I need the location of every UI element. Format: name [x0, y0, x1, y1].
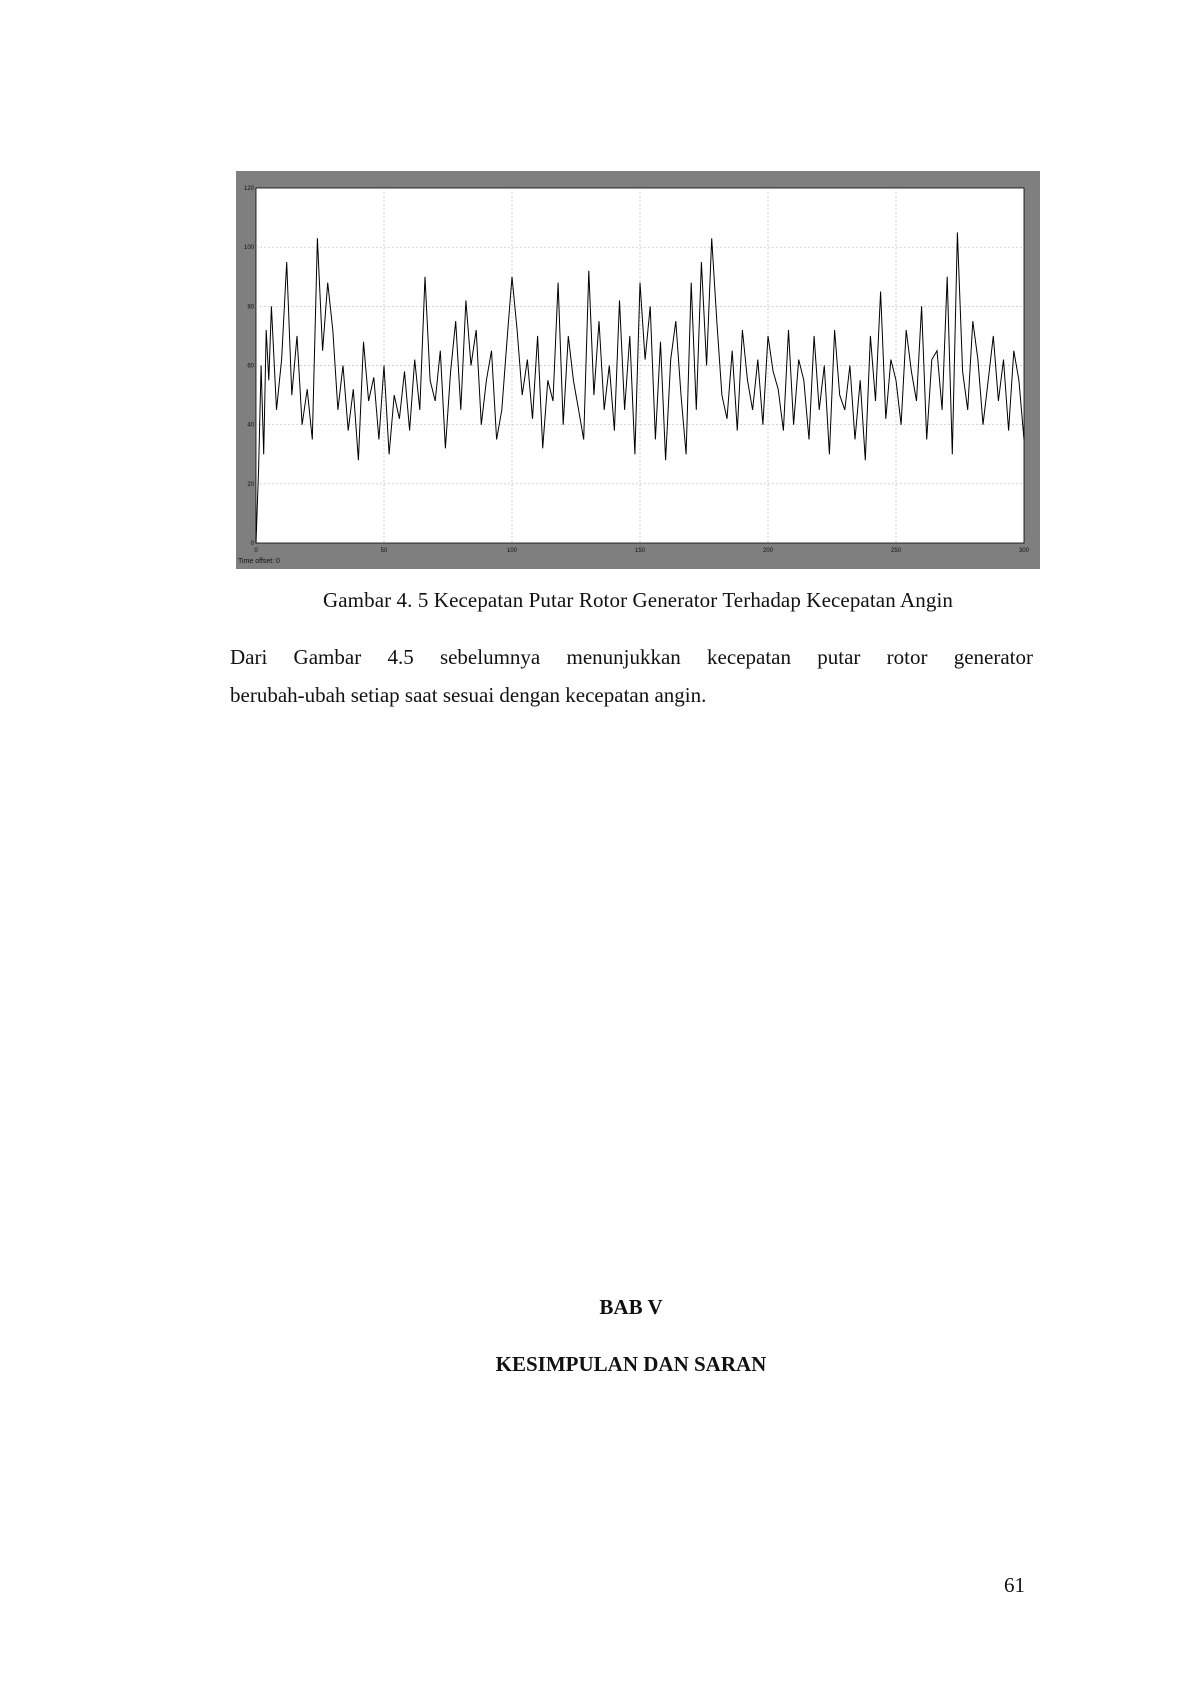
- page-number: 61: [1004, 1573, 1025, 1597]
- y-tick-label: 20: [247, 481, 254, 488]
- x-tick-label: 150: [634, 548, 646, 554]
- x-tick-label: 200: [762, 548, 774, 554]
- x-tick-label: 50: [380, 548, 388, 554]
- time-offset-value: 0: [276, 558, 280, 565]
- y-tick-label: 40: [247, 422, 254, 429]
- time-offset-label: Time offset:: [238, 558, 275, 565]
- x-tick-label: 0: [254, 548, 258, 554]
- y-tick-label: 120: [243, 186, 254, 192]
- y-tick-label: 0: [250, 541, 254, 547]
- paragraph-line-1: Dari Gambar 4.5 sebelumnya menunjukkan kecepatan putar rotor generator: [230, 645, 1033, 669]
- body-paragraph: [230, 638, 1033, 714]
- y-tick-label: 100: [243, 245, 254, 252]
- x-tick-label: 100: [506, 548, 518, 554]
- chapter-title: KESIMPULAN DAN SARAN: [495, 1352, 767, 1376]
- paragraph-line-2: berubah-ubah setiap saat sesuai dengan kecepatan angin.: [230, 683, 707, 707]
- x-tick-label: 300: [1018, 548, 1030, 554]
- scope-figure: [236, 171, 1040, 569]
- y-tick-label: 80: [247, 304, 254, 311]
- chapter-number: BAB V: [599, 1295, 663, 1319]
- scope-plot: [236, 171, 1040, 569]
- figure-caption: Gambar 4. 5 Kecepatan Putar Rotor Generator Terhadap Kecepatan Angin: [322, 588, 954, 612]
- x-tick-label: 250: [890, 548, 902, 554]
- y-tick-label: 60: [247, 363, 254, 370]
